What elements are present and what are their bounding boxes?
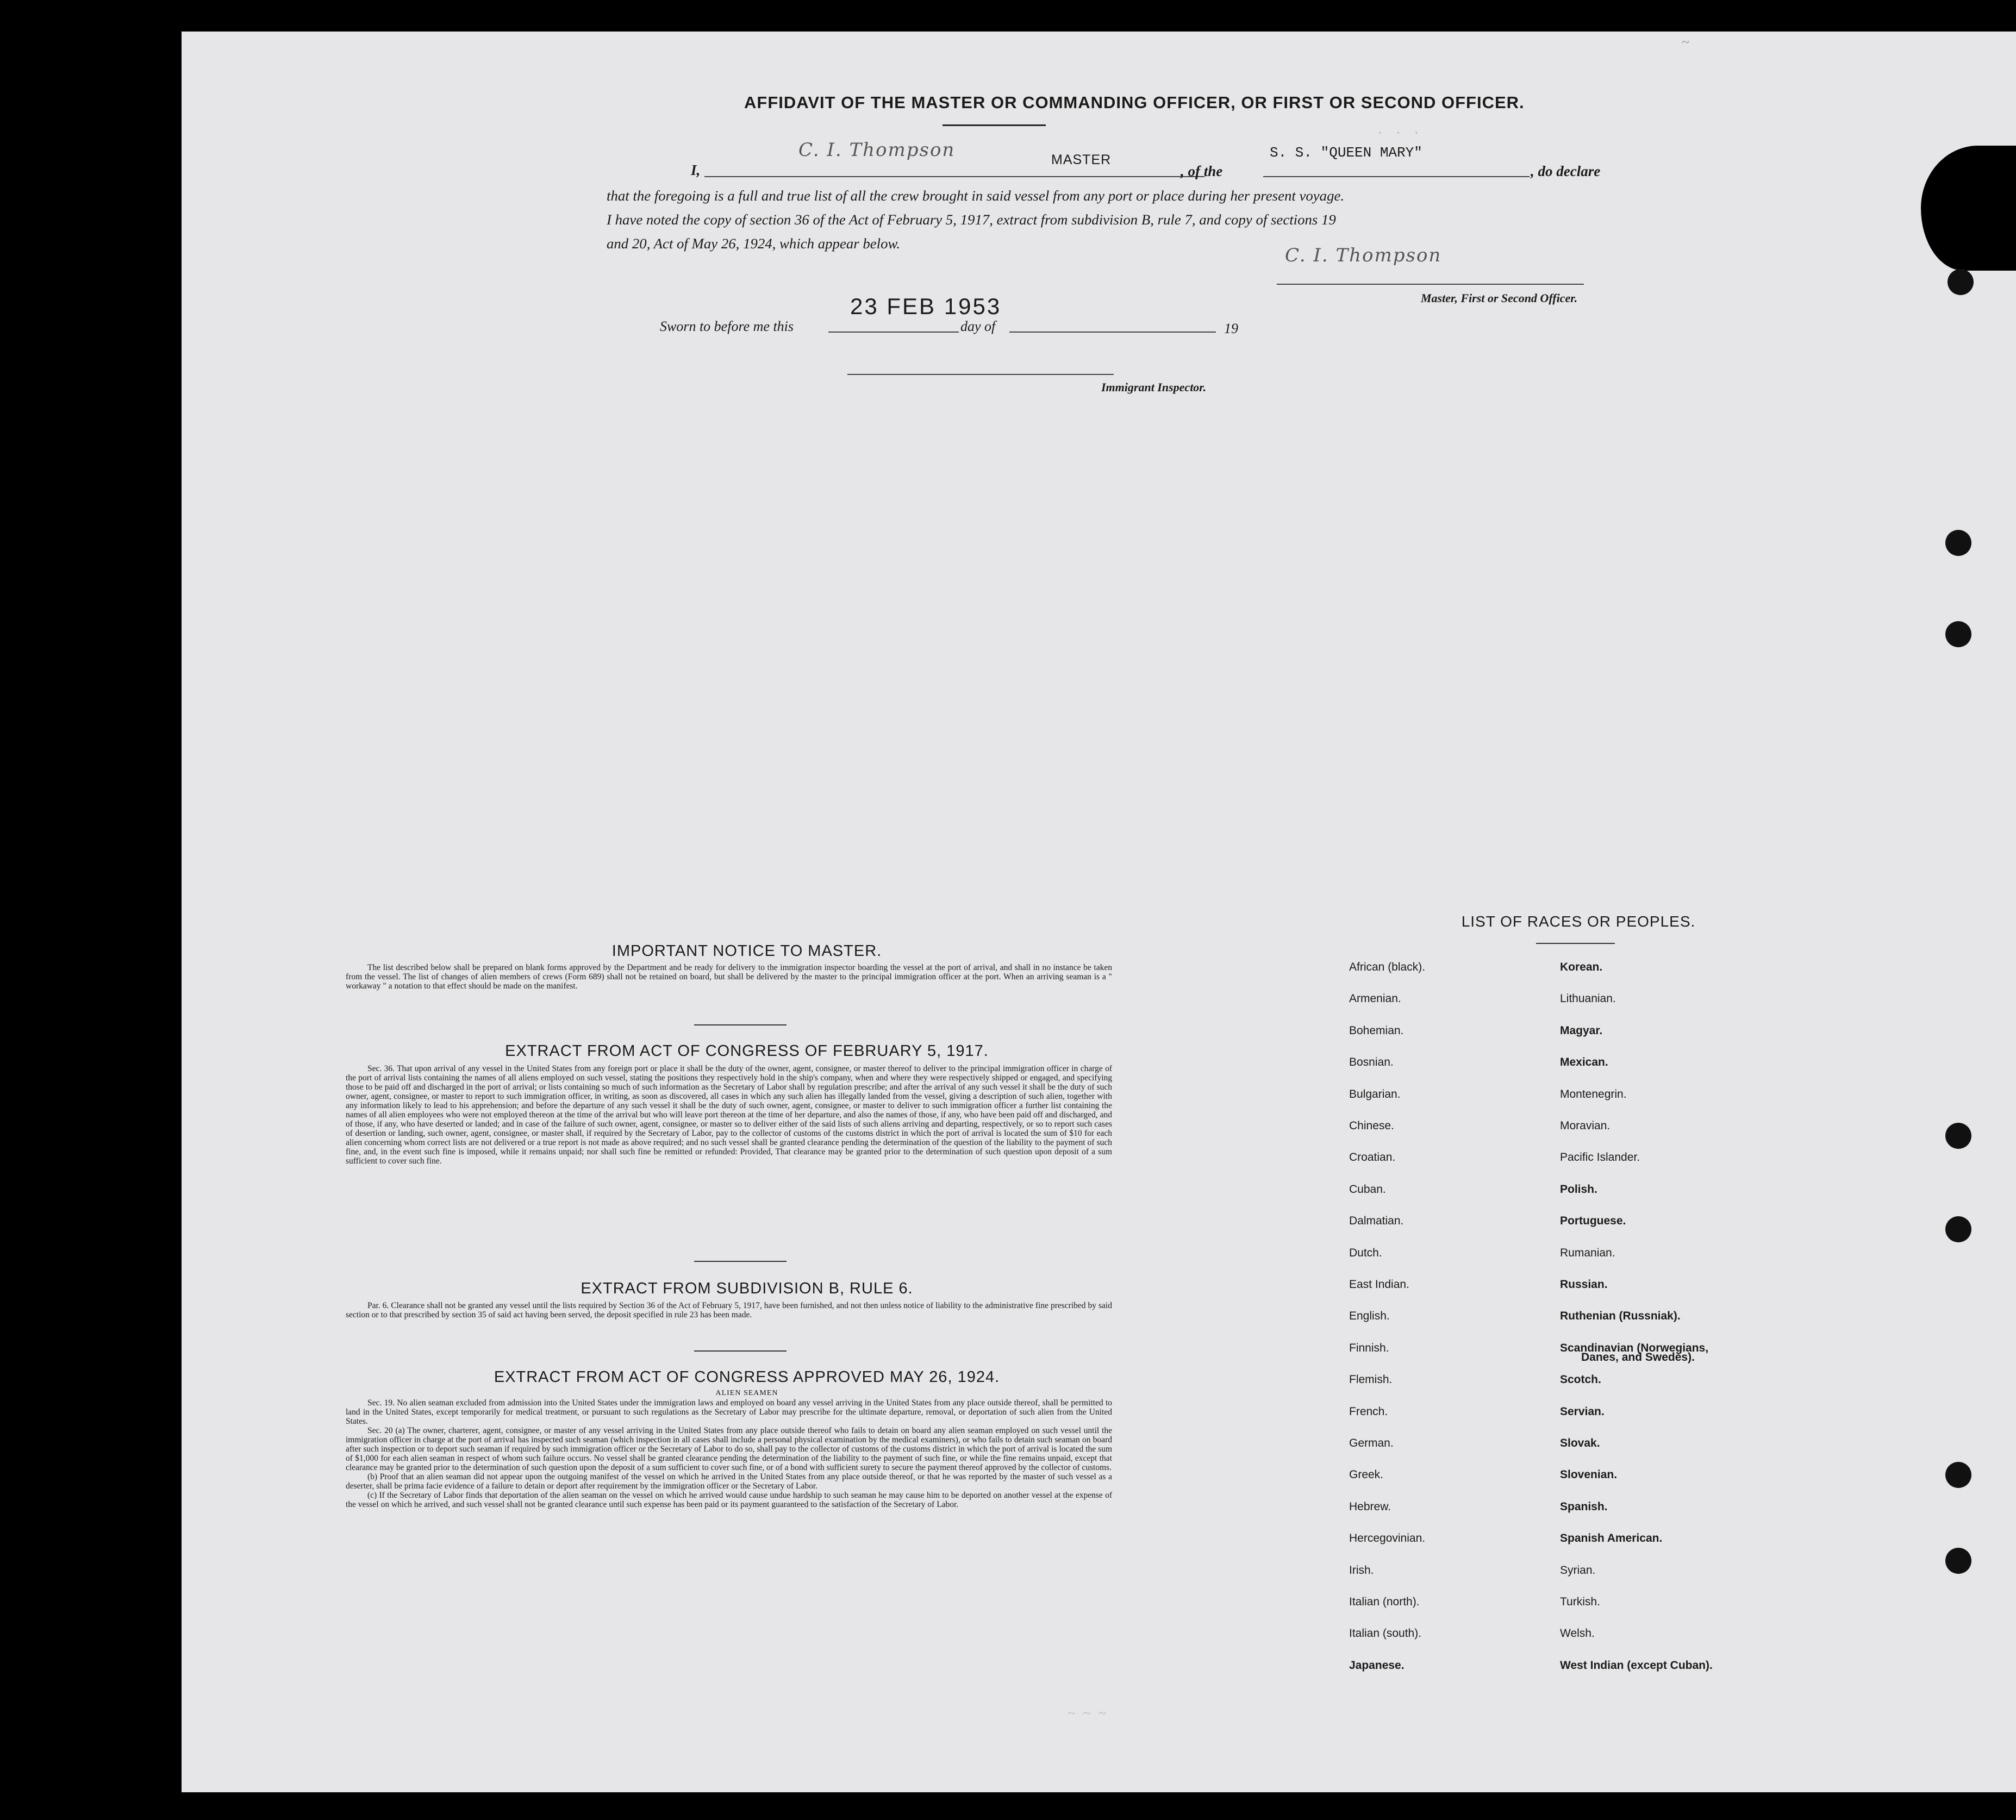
race-item: Bosnian. [1349,1056,1394,1069]
race-item: Chinese. [1349,1119,1394,1132]
races-title: LIST OF RACES OR PEOPLES. [1461,913,1696,930]
race-item: English. [1349,1310,1390,1323]
race-item: Welsh. [1560,1627,1595,1640]
punch-hole [1945,530,1971,556]
extract-1917-body: Sec. 36. That upon arrival of any vessel in the United States from any foreign port or place it shall be the duty of the owner, agent, consignee, or master thereof to deliver to the principal immigration officer in charge of the port of arrival lists containing the names of all aliens employed on such vessel, stating the positions they respectively hold in the ship's company, when and where they were respectively shipped or engaged, and specifying those to be paid off and discharged in the port of arrival; or lists containing so much of such information as the Secretary of Labor shall by regulation prescribe; and after the arrival of any such vessel it shall be the duty of such owner, agent, consignee, or master to report to such immigration officer, in writing, as soon as discovered, all cases in which any such alien has illegally landed from the vessel, giving a description of such alien, together with any information likely to lead to his apprehension; and before the departure of any such vessel it shall be the duty of such owner, agent, consignee, or master to deliver to such immigration officer a further list containing the names of all alien employees who were not employed thereon at the time of the arrival but who will leave port thereon at the time of her departure, and also the names of those, if any, who have been paid off and discharged, and of those, if any, who have deserted or landed; and in case of the failure of such owner, agent, consignee, or master so to deliver either of the said lists of such aliens arriving and departing, respectively, or so to report such cases of desertion or landing, such owner, agent, consignee, or master shall, if required by the Secretary of Labor, pay to the collector of customs of the customs district in which the port of arrival is located the sum of $10 for each alien concerning whom correct lists are not delivered or a true report is not made as above required; and no such vessel shall be granted clearance pending the determination of the question of the liability to the payment of such fine, and, in the event such fine is imposed, while it remains unpaid; nor shall such fine be remitted or refunded: Provided, That clearance may be granted prior to the determination of such question upon deposit of a sum sufficient to cover such fine. [346,1064,1112,1166]
punch-hole [1945,621,1971,647]
race-item: Irish. [1349,1563,1374,1577]
race-item: Scandinavian (Norwegians, [1560,1341,1709,1354]
race-item: Spanish. [1560,1500,1608,1513]
extract-1924-title: EXTRACT FROM ACT OF CONGRESS APPROVED MAY 26, 1924. [494,1368,1000,1386]
race-item: West Indian (except Cuban). [1560,1659,1713,1672]
affidavit-line-4: and 20, Act of May 26, 1924, which appear below. [607,235,901,252]
race-item: East Indian. [1349,1278,1409,1291]
do-declare-label: , do declare [1531,163,1601,179]
race-item: Moravian. [1560,1119,1611,1132]
race-item: Greek. [1349,1468,1384,1481]
race-item: Dutch. [1349,1246,1382,1259]
race-item: Japanese. [1349,1659,1405,1672]
race-item: Armenian. [1349,992,1401,1005]
affidavit-i: I, [691,162,701,178]
subdivision-b-body: Par. 6. Clearance shall not be granted any vessel until the lists required by Section 36 of the Act of February 5, 1917, have been furnished, and not then unless notice of liability to the administrative fine prescribed by said section or to that prescribed by section 35 of said act having been served, the deposit specified in rule 23 has been made. [346,1301,1112,1319]
race-item: Scotch. [1560,1373,1601,1386]
race-item: Finnish. [1349,1341,1389,1354]
subdivision-b-title: EXTRACT FROM SUBDIVISION B, RULE 6. [581,1280,913,1297]
punch-hole [1945,1462,1971,1488]
notice-title: IMPORTANT NOTICE TO MASTER. [611,942,882,960]
section-20a: Sec. 20 (a) The owner, charterer, agent, consignee, or master of any vessel arriving in the United States from any place outside thereof who fails to detain on board any alien seaman employed on such vessel until the immigration officer in charge at the port of arrival has inspected such seaman (which inspection in all cases shall include a personal physical examination by the medical examiners), or who fails to detain such seaman on board after such inspection or to deport such seaman if required by such immigration officer or the Secretary of Labor to do so, shall pay to the collector of customs of the customs district in which the port of arrival is located the sum of $1,000 for each alien seaman in respect of whom such failure occurs. No vessel shall be granted clearance pending the determination of the liability to the payment of such fine, or while the fine remains unpaid, except that clearance may be granted prior to the determination of such question upon the deposit of a sum sufficient to cover such fine, or of a bond with sufficient surety to secure the payment thereof approved by the collector of customs. [346,1426,1112,1472]
race-item: Mexican. [1560,1056,1608,1069]
race-item-continuation: Danes, and Swedes). [1581,1351,1695,1364]
race-item: African (black). [1349,961,1426,973]
race-item: Turkish. [1560,1596,1600,1608]
race-item: Slovak. [1560,1437,1600,1449]
punch-hole [1948,269,1974,295]
race-item: Ruthenian (Russniak). [1560,1310,1681,1323]
notice-body: The list described below shall be prepared on blank forms approved by the Department and be ready for delivery to the immigration inspector boarding the vessel at the port of arrival, and shall in no instance be taken from the vessel. The list of changes of alien members of crews (Form 689) shall not be retained on board, but shall be delivered by the master to the principal immigration officer at the port. When an arriving seaman is a " workaway " a notation to that effect should be made on the manifest. [346,963,1112,991]
divider [694,1350,787,1352]
bleed-through-mark: · · · [1377,124,1424,142]
punch-hole [1945,1216,1971,1242]
section-20c: (c) If the Secretary of Labor finds that deportation of the alien seaman on the vessel on which he arrived would cause undue hardship to such seaman he may cause him to be deported on another vessel at the expense of the vessel on which he arrived, and such vessel shall not be granted clearance until such expense has been paid or its payment guaranteed to the satisfaction of the Secretary of Labor. [346,1491,1112,1509]
master-signature: C. I. Thompson [1285,245,1442,266]
bleed-through-mark: ~ ~ ~ [1068,1705,1109,1721]
race-item: Spanish American. [1560,1532,1663,1545]
punch-hole [1945,1548,1971,1574]
race-item: Lithuanian. [1560,992,1616,1005]
day-line [828,332,959,333]
affidavit-line-2: that the foregoing is a full and true list of all the crew brought in said vessel from any port or place during her present voyage. [607,187,1345,204]
alien-seamen-subtitle: ALIEN SEAMEN [715,1389,778,1397]
race-item: Italian (north). [1349,1596,1420,1608]
race-item: Korean. [1560,961,1603,973]
date-stamp: 23 FEB 1953 [850,293,1002,319]
month-line [1009,332,1216,333]
race-item: Montenegrin. [1560,1087,1627,1100]
divider [694,1024,787,1025]
vessel-line [1263,176,1530,177]
document-page [182,32,2016,1792]
race-item: Flemish. [1349,1373,1393,1386]
day-of-label: day of [960,318,996,334]
inspector-caption: Immigrant Inspector. [1101,380,1207,394]
race-item: German. [1349,1437,1394,1449]
race-item: Dalmatian. [1349,1215,1404,1228]
race-item: Bohemian. [1349,1024,1404,1037]
race-item: Magyar. [1560,1024,1603,1037]
torn-edge [1921,146,2016,271]
race-item: Servian. [1560,1405,1605,1418]
inspector-signature-line [847,374,1114,375]
race-item: Russian. [1560,1278,1608,1291]
race-item: Hercegovinian. [1349,1532,1426,1545]
race-item: Slovenian. [1560,1468,1618,1481]
master-name-signature: C. I. Thompson [798,139,956,161]
vessel-name: S. S. "QUEEN MARY" [1270,145,1422,161]
race-item: Portuguese. [1560,1215,1626,1228]
affidavit-title: AFFIDAVIT OF THE MASTER OR COMMANDING OFFICER, OR FIRST OR SECOND OFFICER. [744,93,1525,112]
race-item: Polish. [1560,1183,1597,1196]
year-prefix: 19 [1224,321,1238,336]
extract-1924-body [346,1398,1112,1509]
master-caption: Master, First or Second Officer. [1421,291,1578,305]
extract-1917-title: EXTRACT FROM ACT OF CONGRESS OF FEBRUARY 5, 1917. [505,1042,989,1060]
race-item: Rumanian. [1560,1246,1615,1259]
race-item: Syrian. [1560,1563,1596,1577]
race-item: Italian (south). [1349,1627,1422,1640]
race-item: Hebrew. [1349,1500,1391,1513]
sworn-label: Sworn to before me this [660,318,794,334]
section-19: Sec. 19. No alien seaman excluded from admission into the United States under the immigration laws and employed on board any vessel arriving in the United States from any place outside thereof, shall be permitted to land in the United States, except temporarily for medical treatment, or pursuant to such regulations as the Secretary of Labor may prescribe for the ultimate departure, removal, or deportation of such alien from the United States. [346,1398,1112,1426]
affidavit-line-3: I have noted the copy of section 36 of the Act of February 5, 1917, extract from subdivision B, rule 7, and copy of sections 19 [607,211,1336,228]
race-item: Cuban. [1349,1183,1386,1196]
race-item: Bulgarian. [1349,1087,1401,1100]
name-line [704,176,1204,177]
race-item: French. [1349,1405,1388,1418]
section-20b: (b) Proof that an alien seaman did not appear upon the outgoing manifest of the vessel on which he arrived in the United States from any place outside thereof, or that he was reported by the master of such vessel as a deserter, shall be prima facie evidence of a failure to detain or deport after requirement by the immigration officer or the Secretary of Labor. [346,1472,1112,1491]
bleed-through-mark: ~ [1682,34,1690,50]
master-signature-line [1277,284,1584,285]
punch-hole [1945,1123,1971,1149]
races-divider [1536,943,1615,944]
race-item: Pacific Islander. [1560,1151,1640,1164]
race-item: Croatian. [1349,1151,1396,1164]
of-the-label: , of the [1181,163,1223,179]
title-underline [943,124,1046,126]
divider [694,1261,787,1262]
rank-typed: MASTER [1051,152,1112,167]
